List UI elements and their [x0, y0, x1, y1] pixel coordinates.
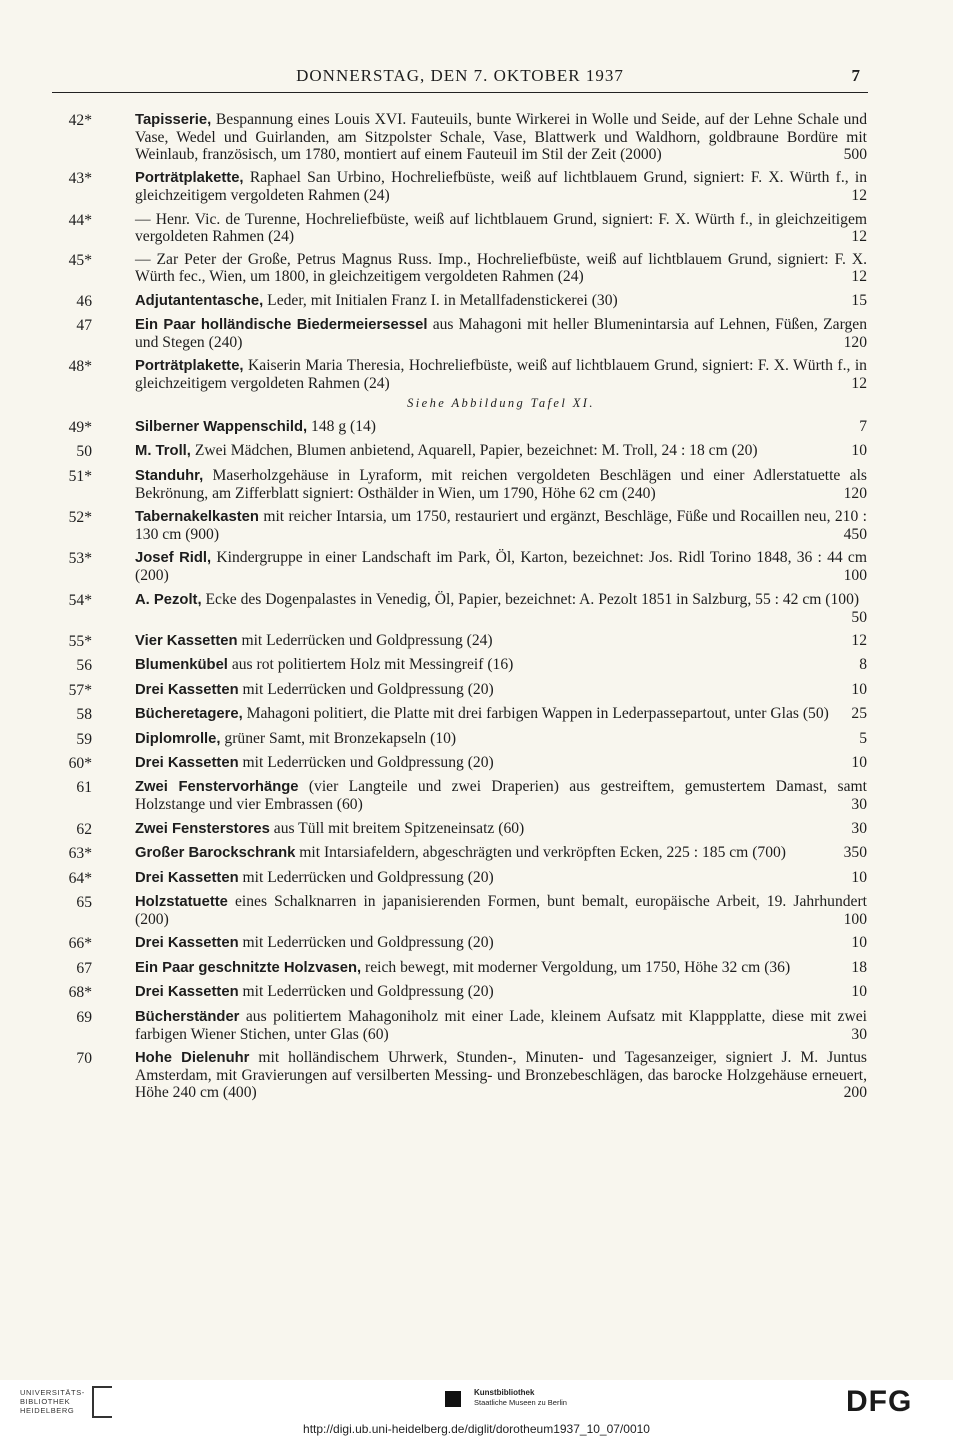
lot-number: 64*	[68, 869, 92, 887]
catalog-entry	[52, 418, 868, 436]
catalog-entry	[52, 820, 868, 838]
lot-text: eines Schalknarren in japanisierenden Formen, bunt bemalt, europäische Arbeit, 19. Jahrhundert (200)	[135, 892, 867, 928]
catalog-entry	[52, 591, 868, 626]
lot-number: 58	[76, 706, 92, 724]
lot-price: 5	[859, 729, 867, 747]
lot-text: reich bewegt, mit moderner Vergoldung, um 1750, Höhe 32 cm (36)	[365, 958, 791, 976]
lot-price: 30	[851, 796, 867, 814]
university-library-logo[interactable]	[20, 1388, 85, 1415]
lot-number: 61	[76, 779, 92, 797]
lot-price: 30	[851, 819, 867, 837]
source-url[interactable]: http://digi.ub.uni-heidelberg.de/diglit/dorotheum1937_10_07/0010	[303, 1422, 650, 1436]
catalog-entry	[52, 169, 868, 204]
lot-title: Porträtplakette,	[135, 358, 244, 375]
lot-title: Ein Paar holländische Biedermeiersessel	[135, 316, 428, 333]
lot-text: mit holländischem Uhrwerk, Stunden-, Minuten- und Tagesanzeiger, signiert J. M. Juntus Amsterdam, mit Gravierungen auf versilberten Messing- und Bronzebeschlägen, das barocke Holzgehäuse erneuert, Höhe 240 cm (400)	[135, 1048, 867, 1101]
lot-number: 48*	[68, 358, 92, 376]
lot-price: 10	[851, 442, 867, 460]
lot-title: Holzstatuette	[135, 893, 228, 910]
catalog-entry	[52, 316, 868, 351]
university-library-text: UNIVERSITÄTS- BIBLIOTHEK HEIDELBERG	[20, 1388, 85, 1415]
lot-number: 44*	[68, 211, 92, 229]
catalog-entry	[52, 844, 868, 862]
page-number: 7	[851, 66, 860, 85]
lot-text: Kaiserin Maria Theresia, Hochreliefbüste, weiß auf lichtblauem Grund, signiert: F. X. Würth f., in gleichzeitigem vergoldeten Rahmen (24)	[135, 357, 867, 393]
catalog-entry	[52, 869, 868, 887]
lot-description	[135, 869, 867, 887]
dfg-logo[interactable]: DFG	[846, 1385, 913, 1418]
lot-title: Tapisserie,	[135, 112, 212, 128]
footer	[0, 1380, 953, 1439]
lot-price: 450	[843, 525, 867, 543]
lot-text: mit Lederrücken und Goldpressung (20)	[242, 680, 494, 698]
catalog-entry	[52, 754, 868, 772]
lot-text: mit Intarsiafeldern, abgeschrägten und verkröpften Ecken, 225 : 185 cm (700)	[299, 844, 786, 862]
lot-price: 10	[851, 868, 867, 886]
lot-number: 59	[76, 730, 92, 748]
lot-number: 50	[76, 443, 92, 461]
lot-title: Adjutantentasche,	[135, 292, 264, 309]
catalog-entry	[52, 211, 868, 245]
lot-text: Bespannung eines Louis XVI. Fauteuils, bunte Wirkerei in Wolle und Seide, auf der Lehne Schale und Vase, Wedel und Guirlanden, am Sitzpolster Schale, Vase, Blattwerk und Waldhorn, goldbraune Bordüre mit Weinlaub, französisch, um 1780, montiert auf einem Fauteuil im Stil der Zeit (2000)	[135, 111, 867, 163]
lot-price: 12	[851, 227, 867, 245]
catalog-entry	[52, 983, 868, 1001]
lot-number: 55*	[68, 633, 92, 651]
lot-text: mit Lederrücken und Goldpressung (20)	[242, 983, 494, 1001]
library-mark-icon	[92, 1386, 112, 1418]
lot-price: 12	[851, 375, 867, 393]
lot-price: 120	[843, 484, 867, 502]
lot-number: 45*	[68, 252, 92, 270]
lot-number: 63*	[68, 845, 92, 863]
lot-description	[135, 591, 867, 626]
lot-number: 62	[76, 820, 92, 838]
lot-text: Kindergruppe in einer Landschaft im Park, Öl, Karton, bezeichnet: Jos. Ridl Torino 1848, 36 : 44 cm (200)	[135, 549, 867, 585]
lot-description	[135, 754, 867, 772]
kunstbibliothek-subtitle: Staatliche Museen zu Berlin	[474, 1398, 567, 1407]
lot-price: 350	[843, 844, 867, 862]
header-title: DONNERSTAG, DEN 7. OKTOBER 1937	[296, 66, 624, 85]
lot-description	[135, 169, 867, 204]
lot-description	[135, 632, 867, 650]
catalog-entry	[52, 632, 868, 650]
lot-price: 100	[843, 567, 867, 585]
lot-number: 46	[76, 292, 92, 310]
catalog-entry	[52, 292, 868, 310]
lot-number: 42*	[68, 112, 92, 129]
lot-title: Diplomrolle,	[135, 730, 221, 747]
lot-description	[135, 983, 867, 1001]
catalog-entry	[52, 893, 868, 928]
lot-price: 100	[843, 910, 867, 928]
page-header	[52, 66, 868, 93]
catalog-entry	[52, 251, 868, 285]
lot-text: 148 g (14)	[311, 417, 376, 435]
catalog-entry	[52, 656, 868, 674]
lot-description	[135, 705, 867, 723]
lot-text: Raphael San Urbino, Hochreliefbüste, weiß auf lichtblauem Grund, signiert: F. X. Würth f., in gleichzeitigem vergoldeten Rahmen (24)	[135, 169, 868, 205]
lot-description	[135, 820, 867, 838]
catalog-entries	[52, 111, 868, 1107]
lot-price: 50	[851, 608, 867, 626]
catalog-entry	[52, 1008, 868, 1043]
lot-number: 70	[76, 1049, 92, 1067]
lot-number: 47	[76, 316, 92, 334]
lot-description	[135, 778, 867, 813]
lot-text: mit Lederrücken und Goldpressung (20)	[242, 868, 494, 886]
lot-description	[135, 681, 867, 699]
lot-price: 10	[851, 680, 867, 698]
catalog-entry	[52, 934, 868, 952]
lot-description	[135, 844, 867, 862]
lot-price: 25	[851, 705, 867, 723]
lot-description	[135, 357, 867, 392]
lot-title: Standuhr,	[135, 467, 204, 484]
lot-text: aus politiertem Mahagoniholz mit einer Lade, kleinem Aufsatz mit Klappplatte, diese mit zwei farbigen Wiener Stichen, unter Glas (60)	[135, 1007, 867, 1043]
lot-description	[135, 934, 867, 952]
lot-title: Drei Kassetten	[135, 984, 239, 1001]
lot-description	[135, 549, 867, 584]
lot-price: 200	[843, 1083, 867, 1101]
lot-title: Drei Kassetten	[135, 681, 239, 698]
lot-number: 57*	[68, 681, 92, 699]
lot-title: Drei Kassetten	[135, 869, 239, 886]
lot-description	[135, 316, 867, 351]
lot-text: mit Lederrücken und Goldpressung (20)	[242, 754, 494, 772]
lot-number: 53*	[68, 550, 92, 568]
lot-price: 10	[851, 983, 867, 1001]
lot-price: 12	[851, 187, 867, 205]
lot-description	[135, 508, 867, 543]
lot-number: 49*	[68, 418, 92, 436]
lot-price: 30	[851, 1025, 867, 1043]
lot-text: mit Lederrücken und Goldpressung (24)	[241, 632, 493, 650]
lot-price: 18	[851, 958, 867, 976]
lot-title: Tabernakelkasten	[135, 508, 259, 525]
lot-number: 66*	[68, 935, 92, 953]
lot-description	[135, 1008, 867, 1043]
lot-title: Blumenkübel	[135, 657, 228, 674]
catalog-entry	[52, 111, 868, 163]
catalog-entry	[52, 1049, 868, 1101]
lot-title: Vier Kassetten	[135, 633, 238, 650]
lot-number: 60*	[68, 755, 92, 773]
kunstbibliothek-title: Kunstbibliothek	[474, 1388, 535, 1397]
lot-price: 8	[859, 656, 867, 674]
lot-text: Mahagoni politiert, die Platte mit drei farbigen Wappen in Lederpassepartout, unter Glas (50)	[246, 705, 829, 723]
catalog-entry	[52, 467, 868, 502]
lot-title: A. Pezolt,	[135, 591, 202, 608]
lot-title: Porträtplakette,	[135, 170, 244, 187]
lot-price: 10	[851, 934, 867, 952]
lot-title: Zwei Fenstervorhänge	[135, 779, 299, 796]
catalog-entry	[52, 778, 868, 813]
lot-title: Zwei Fensterstores	[135, 820, 270, 837]
lot-title: Ein Paar geschnitzte Holzvasen,	[135, 959, 362, 976]
lot-number: 65	[76, 893, 92, 911]
lot-text: (vier Langteile und zwei Draperien) aus gestreiftem, gemustertem Damast, samt Holzstange und vier Embrassen (60)	[135, 778, 867, 814]
lot-number: 67	[76, 959, 92, 977]
lot-price: 500	[843, 146, 867, 163]
catalog-entry	[52, 681, 868, 699]
lot-text: — Zar Peter der Große, Petrus Magnus Russ. Imp., Hochreliefbüste, weiß auf lichtblauem Grund, signiert: F. X. Würth fec., Wien, um 1800, in gleichzeitigem vergoldeten Rahmen (24)	[135, 251, 867, 286]
lot-title: Silberner Wappenschild,	[135, 418, 308, 435]
lot-text: Ecke des Dogenpalastes in Venedig, Öl, Papier, bezeichnet: A. Pezolt 1851 in Salzburg, 55 : 42 cm (100)	[205, 590, 860, 608]
lot-title: Bücheretagere,	[135, 706, 243, 723]
lot-description	[135, 251, 867, 285]
lot-text: grüner Samt, mit Bronzekapseln (10)	[224, 729, 457, 747]
lot-price: 12	[851, 268, 867, 286]
lot-title: Drei Kassetten	[135, 935, 239, 952]
catalog-entry	[52, 549, 868, 584]
lot-description	[135, 959, 867, 977]
catalog-entry	[52, 357, 868, 392]
lot-text: Leder, mit Initialen Franz I. in Metallfadenstickerei (30)	[267, 291, 618, 309]
lot-number: 69	[76, 1008, 92, 1026]
lot-description	[135, 893, 867, 928]
lot-text: mit reicher Intarsia, um 1750, restauriert und ergänzt, Beschläge, Füße und Rocaillen neu, 210 : 130 cm (900)	[135, 507, 867, 543]
lot-price: 120	[843, 333, 867, 351]
catalog-entry	[52, 442, 868, 460]
lot-text: Zwei Mädchen, Blumen anbietend, Aquarell, Papier, bezeichnet: M. Troll, 24 : 18 cm (20)	[194, 442, 758, 460]
lot-number: 56	[76, 657, 92, 675]
lot-text: aus rot politiertem Holz mit Messingreif (16)	[231, 656, 514, 674]
lot-description	[135, 656, 867, 674]
catalog-entry	[52, 705, 868, 723]
lot-text: aus Tüll mit breitem Spitzeneinsatz (60)	[273, 819, 525, 837]
lot-number: 54*	[68, 591, 92, 609]
lot-description	[135, 292, 867, 310]
catalog-entry	[52, 730, 868, 748]
lot-description	[135, 467, 867, 502]
lot-title: Großer Barockschrank	[135, 845, 296, 862]
kunstbibliothek-icon	[445, 1391, 461, 1407]
lot-price: 12	[851, 632, 867, 650]
lot-description	[135, 442, 867, 460]
lot-number: 52*	[68, 508, 92, 526]
lot-description	[135, 730, 867, 748]
lot-description	[135, 1049, 867, 1101]
lot-price: 10	[851, 754, 867, 772]
lot-description	[135, 111, 867, 163]
kunstbibliothek-logo[interactable]	[474, 1388, 567, 1408]
lot-number: 51*	[68, 467, 92, 485]
lot-title: Josef Ridl,	[135, 550, 212, 567]
plate-reference-note: Siehe Abbildung Tafel XI.	[407, 395, 595, 410]
lot-title: Hohe Dielenuhr	[135, 1049, 250, 1066]
lot-text: Maserholzgehäuse in Lyraform, mit reichen vergoldeten Beschlägen und einer Adlerstatuette als Bekrönung, am Zifferblatt signiert: Osthälder in Wien, um 1790, Höhe 62 cm (240)	[135, 466, 867, 502]
catalog-entry	[52, 508, 868, 543]
catalog-entry	[52, 959, 868, 977]
lot-text: mit Lederrücken und Goldpressung (20)	[242, 934, 494, 952]
lot-title: M. Troll,	[135, 443, 191, 460]
lot-number: 43*	[68, 170, 92, 188]
lot-title: Bücherständer	[135, 1008, 240, 1025]
lot-price: 7	[859, 417, 867, 435]
lot-description	[135, 418, 867, 436]
lot-text: — Henr. Vic. de Turenne, Hochreliefbüste, weiß auf lichtblauem Grund, signiert: F. X. Würth f., in gleichzeitigem vergoldeten Rahmen (24)	[135, 210, 867, 245]
lot-description	[135, 211, 867, 245]
lot-text: aus Mahagoni mit heller Blumenintarsia auf Lehnen, Füßen, Zargen und Stegen (240)	[135, 315, 868, 351]
lot-price: 15	[851, 291, 867, 309]
lot-number: 68*	[68, 984, 92, 1002]
lot-title: Drei Kassetten	[135, 755, 239, 772]
